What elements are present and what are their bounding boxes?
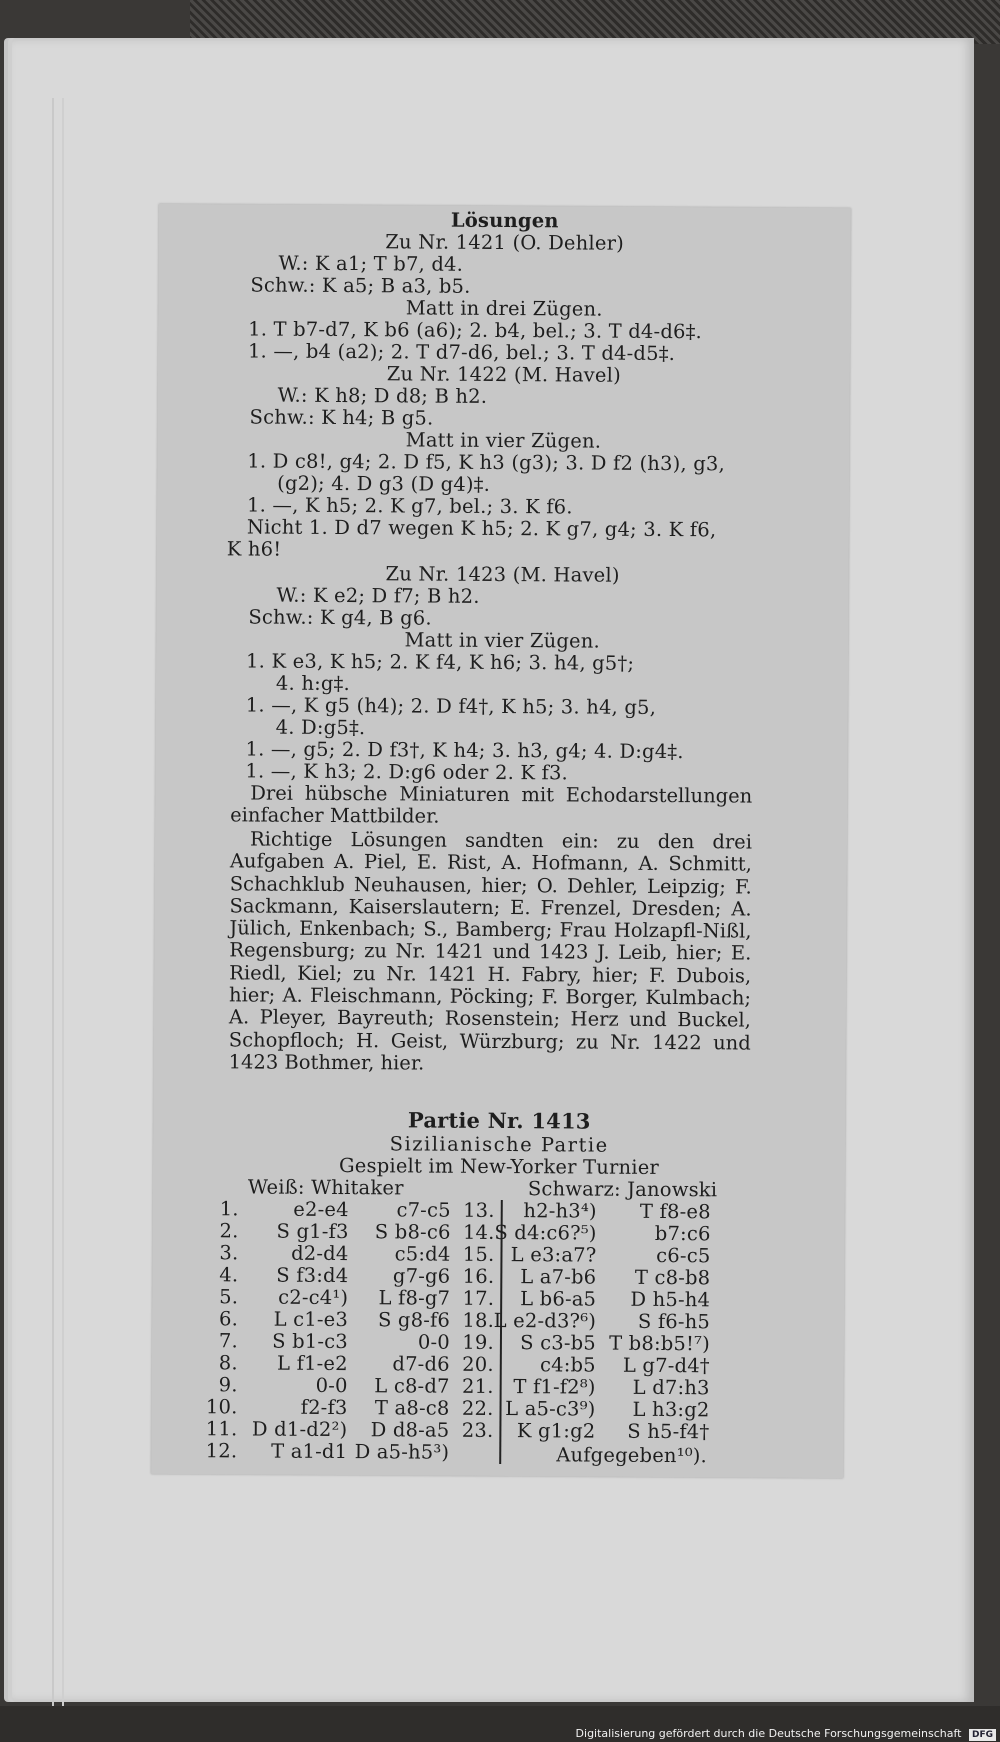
- move-number: 18.: [462, 1308, 495, 1332]
- line-1423-6: 1. —, K h3; 2. D:g6 oder 2. K f3.: [245, 759, 569, 785]
- game-opening: Sizilianische Partie: [389, 1132, 609, 1157]
- line-1422-3: 1. —, K h5; 2. K g7, bel.; 3. K f6.: [246, 493, 573, 519]
- move-number: 7.: [218, 1329, 239, 1353]
- move-number: 15.: [462, 1242, 495, 1266]
- mate-1421: Matt in drei Zügen.: [405, 296, 603, 321]
- black-move: L h3:g2: [632, 1397, 710, 1422]
- white-move: c4:b5: [539, 1353, 596, 1377]
- move-number: 21.: [461, 1374, 494, 1398]
- move-number: 4.: [219, 1263, 239, 1287]
- white-1421: W.: K a1; T b7, d4.: [278, 251, 464, 276]
- move-number: 2.: [219, 1219, 239, 1243]
- black-1422: Schw.: K h4; B g5.: [249, 405, 434, 430]
- black-move: S h5-f4†: [627, 1419, 710, 1444]
- black-move: S f6-h5: [637, 1309, 711, 1334]
- move-number: 3.: [219, 1241, 239, 1265]
- white-move: h2-h3⁴): [523, 1199, 597, 1223]
- black-move: S b8-c6: [374, 1220, 451, 1244]
- black-player: Schwarz: Janowski: [527, 1177, 718, 1202]
- line-1423-1: 1. K e3, K h5; 2. K f4, K h6; 3. h4, g5†;: [246, 649, 635, 675]
- black-move: D a5-h5³): [354, 1440, 450, 1464]
- black-move: c7-c5: [396, 1198, 451, 1222]
- line-1422-4: Nicht 1. D d7 wegen K h5; 2. K g7, g4; 3. K f6,: [246, 515, 717, 542]
- move-number: 13.: [463, 1198, 495, 1222]
- line-1423-4: 4. D:g5‡.: [275, 715, 366, 740]
- black-move: g7-g6: [392, 1264, 451, 1288]
- game-result: Aufgegeben¹⁰).: [556, 1443, 708, 1468]
- black-move: c5:d4: [394, 1242, 451, 1266]
- move-number: 6.: [218, 1307, 239, 1331]
- white-move: d2-d4: [291, 1241, 349, 1266]
- black-1423: Schw.: K g4, B g6.: [248, 605, 432, 630]
- solutions-title: Lösungen: [450, 208, 559, 233]
- white-move: 0-0: [315, 1373, 348, 1398]
- line-1421-1: 1. T b7-d7, K b6 (a6); 2. b4, bel.; 3. T d4-d6‡.: [248, 317, 703, 344]
- move-number: 16.: [462, 1264, 495, 1288]
- black-move: T c8-b8: [634, 1265, 711, 1290]
- move-number: 17.: [462, 1286, 495, 1310]
- black-move: T f8-e8: [639, 1199, 711, 1224]
- newspaper-clipping: [151, 204, 851, 1478]
- move-number: 8.: [218, 1351, 238, 1375]
- move-number: 9.: [218, 1373, 238, 1397]
- heading-1423: Zu Nr. 1423 (M. Havel): [385, 562, 620, 587]
- move-number: 10.: [205, 1395, 238, 1419]
- white-1422: W.: K h8; D d8; B h2.: [277, 383, 488, 408]
- move-number: 19.: [462, 1330, 495, 1354]
- line-1423-3: 1. —, K g5 (h4); 2. D f4†, K h5; 3. h4, g5,: [245, 693, 657, 719]
- white-move: L f1-e2: [277, 1351, 348, 1376]
- move-number: 11.: [205, 1417, 238, 1441]
- white-move: e2-e4: [293, 1197, 349, 1222]
- white-move: S c3-b5: [520, 1331, 597, 1355]
- white-move: L a5-c3⁹): [505, 1397, 596, 1421]
- white-move: L c1-e3: [273, 1307, 349, 1332]
- black-move: d7-d6: [392, 1352, 450, 1376]
- mate-1422: Matt in vier Zügen.: [405, 428, 602, 453]
- black-move: L g7-d4†: [622, 1353, 710, 1378]
- dfg-logo: DFG: [969, 1729, 996, 1741]
- line-1422-5: K h6!: [226, 537, 282, 561]
- digitization-footer: [0, 1726, 996, 1742]
- move-number: 14.: [462, 1220, 495, 1244]
- solutions-comment: Drei hübsche Miniaturen mit Echodarstellungen einfacher Mattbilder.: [230, 781, 753, 828]
- black-move: D d8-a5: [370, 1418, 450, 1442]
- white-move: c2-c4¹): [278, 1285, 349, 1310]
- line-1422-1: 1. D c8!, g4; 2. D f5, K h3 (g3); 3. D f2 (h3), g3,: [247, 449, 726, 476]
- black-move: T a8-c8: [374, 1396, 450, 1420]
- white-move: T a1-d1: [271, 1439, 348, 1464]
- footer-credit: Digitalisierung gefördert durch die Deutsche Forschungsgemeinschaft: [575, 1727, 962, 1740]
- move-number: 12.: [205, 1439, 238, 1463]
- white-move: L b6-a5: [520, 1287, 597, 1311]
- game-title: Partie Nr. 1413: [407, 1107, 591, 1134]
- white-move: f2-f3: [300, 1395, 348, 1420]
- line-1422-2: (g2); 4. D g3 (D g4)‡.: [277, 471, 491, 496]
- move-number: 1.: [219, 1197, 239, 1221]
- move-number: 22.: [461, 1396, 494, 1420]
- black-move: L c8-d7: [374, 1374, 450, 1398]
- white-player: Weiß: Whitaker: [247, 1175, 404, 1200]
- line-1421-2: 1. —, b4 (a2); 2. T d7-d6, bel.; 3. T d4-d5‡.: [247, 339, 676, 366]
- white-move: S d4:c6?⁵): [494, 1220, 597, 1245]
- black-move: c6-c5: [656, 1243, 711, 1268]
- line-1423-2: 4. h:g‡.: [275, 671, 350, 696]
- heading-1422: Zu Nr. 1422 (M. Havel): [386, 362, 622, 387]
- white-move: L e3:a7?: [510, 1243, 597, 1267]
- white-move: S b1-c3: [272, 1329, 349, 1354]
- black-move: S g8-f6: [377, 1308, 451, 1332]
- move-number: 5.: [219, 1285, 239, 1309]
- solvers-list: Richtige Lösungen sandten ein: zu den drei Aufgaben A. Piel, E. Rist, A. Hofmann, A. Schmitt, Schachklub Neuhausen, hier; O. Dehler, Leipzig; F. Sackmann, Kaiserslautern; E. Frenzel, Dresden; A. Jülich, Enkenbach; S., Bamberg; Frau Holzapfl-Nißl, Regensburg; zu Nr. 1421 und 1423 J. Leib, hier; E. Riedl, Kiel; zu Nr. 1421 H. Fabry, hier; F. Dubois, hier; A. Fleischmann, Pöcking; F. Borger, Kulmbach; A. Pleyer, Bayreuth; Rosenstein; Herz und Buckel, Schopfloch; H. Geist, Würzburg; zu Nr. 1422 und 1423 Bothmer, hier.: [228, 827, 753, 1075]
- line-1423-5: 1. —, g5; 2. D f3†, K h4; 3. h3, g4; 4. D:g4‡.: [245, 737, 684, 764]
- move-number: 23.: [461, 1418, 494, 1442]
- black-move: L f8-g7: [378, 1286, 451, 1310]
- game-event: Gespielt im New-Yorker Turnier: [338, 1154, 660, 1179]
- white-move: T f1-f2⁸): [513, 1375, 596, 1399]
- white-move: S g1-f3: [276, 1219, 349, 1244]
- black-move: 0-0: [417, 1330, 451, 1354]
- white-move: K g1:g2: [516, 1419, 596, 1443]
- white-1423: W.: K e2; D f7; B h2.: [276, 583, 480, 608]
- page-edge: [52, 98, 64, 1718]
- move-number: 20.: [462, 1352, 494, 1376]
- black-move: b7:c6: [654, 1221, 711, 1246]
- black-move: L d7:h3: [632, 1375, 710, 1400]
- white-move: L a7-b6: [520, 1265, 597, 1289]
- black-move: T b8:b5!⁷): [609, 1331, 711, 1356]
- black-move: D h5-h4: [630, 1287, 711, 1312]
- mate-1423: Matt in vier Zügen.: [404, 628, 601, 653]
- heading-1421: Zu Nr. 1421 (O. Dehler): [385, 230, 625, 255]
- black-1421: Schw.: K a5; B a3, b5.: [250, 273, 471, 298]
- white-move: L e2-d3?⁶): [493, 1308, 597, 1333]
- white-move: D d1-d2²): [251, 1417, 348, 1442]
- white-move: S f3:d4: [276, 1263, 349, 1288]
